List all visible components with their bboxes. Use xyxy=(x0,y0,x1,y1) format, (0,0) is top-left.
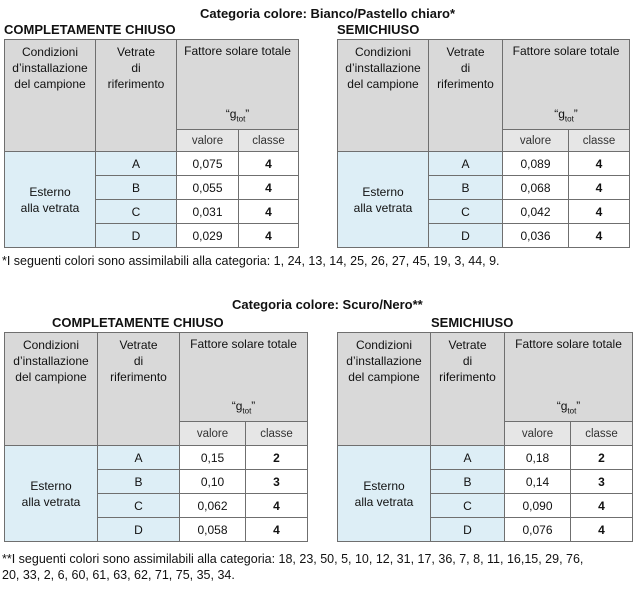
esterno-line: Esterno xyxy=(29,184,71,199)
vetrata-cell: D xyxy=(429,224,503,248)
header-row xyxy=(338,40,630,130)
valore-cell: 0,068 xyxy=(503,176,569,200)
table-title: COMPLETAMENTE CHIUSO xyxy=(4,22,176,37)
header-condizioni-line: del campione xyxy=(15,370,87,384)
gtot-symbol xyxy=(177,107,298,123)
vetrata-cell: A xyxy=(98,446,180,470)
gtot-quote: ” xyxy=(576,398,581,413)
header-valore: valore xyxy=(180,422,246,446)
header-vetrate-line: Vetrate xyxy=(119,338,158,352)
valore-cell: 0,058 xyxy=(180,518,246,542)
esterno-line: alla vetrata xyxy=(20,200,80,215)
header-vetrate-line: Vetrate xyxy=(116,45,156,59)
header-fattore xyxy=(505,333,633,422)
classe-cell: 4 xyxy=(246,494,308,518)
classe-cell: 4 xyxy=(571,494,633,518)
classe-cell: 4 xyxy=(239,200,299,224)
classe-cell: 4 xyxy=(246,518,308,542)
esterno-line: Esterno xyxy=(30,478,72,493)
valore-cell: 0,062 xyxy=(180,494,246,518)
valore-cell: 0,036 xyxy=(503,224,569,248)
header-vetrate-line: riferimento xyxy=(437,77,494,91)
header-vetrate-line: di xyxy=(462,354,473,368)
valore-cell: 0,14 xyxy=(505,470,571,494)
header-vetrate-line: di xyxy=(131,61,141,75)
header-condizioni-line: d’installazione xyxy=(13,354,89,368)
classe-cell: 4 xyxy=(569,224,630,248)
header-vetrate xyxy=(429,40,503,152)
gtot-quote: ” xyxy=(245,106,250,121)
vetrata-cell: D xyxy=(96,224,177,248)
esterno-line: alla vetrata xyxy=(353,200,413,215)
esterno-cell xyxy=(338,152,429,248)
vetrata-cell: B xyxy=(96,176,177,200)
header-fattore-label: Fattore solare totale xyxy=(184,44,291,58)
category-title-light: Categoria colore: Bianco/Pastello chiaro* xyxy=(200,6,456,21)
vetrata-cell: C xyxy=(429,200,503,224)
valore-cell: 0,055 xyxy=(177,176,239,200)
vetrata-cell: A xyxy=(431,446,505,470)
valore-cell: 0,15 xyxy=(180,446,246,470)
classe-cell: 2 xyxy=(246,446,308,470)
vetrata-cell: A xyxy=(96,152,177,176)
table-title: COMPLETAMENTE CHIUSO xyxy=(52,315,224,330)
category-title-dark: Categoria colore: Scuro/Nero** xyxy=(232,297,423,312)
data-table xyxy=(4,332,308,542)
gtot-letter: “g xyxy=(554,106,565,121)
header-condizioni xyxy=(338,333,431,446)
table-title: SEMICHIUSO xyxy=(337,22,420,37)
note-dark xyxy=(2,551,642,583)
header-valore: valore xyxy=(503,130,569,152)
header-condizioni xyxy=(5,40,96,152)
header-vetrate xyxy=(431,333,505,446)
valore-cell: 0,076 xyxy=(505,518,571,542)
header-condizioni-line: d’installazione xyxy=(12,61,88,75)
gtot-symbol xyxy=(505,399,632,415)
header-fattore-label: Fattore solare totale xyxy=(190,337,297,351)
table-row xyxy=(338,152,630,176)
header-row xyxy=(5,333,308,422)
classe-cell: 2 xyxy=(571,446,633,470)
valore-cell: 0,089 xyxy=(503,152,569,176)
valore-cell: 0,10 xyxy=(180,470,246,494)
header-condizioni-line: del campione xyxy=(348,370,420,384)
data-table xyxy=(4,39,299,248)
esterno-line: alla vetrata xyxy=(354,494,414,509)
header-fattore-label: Fattore solare totale xyxy=(512,44,620,58)
esterno-line: Esterno xyxy=(362,184,404,199)
header-vetrate-line: Vetrate xyxy=(446,45,485,59)
esterno-cell xyxy=(5,152,96,248)
header-condizioni-line: Condizioni xyxy=(354,45,412,59)
gtot-letter: “g xyxy=(231,398,243,413)
valore-cell: 0,042 xyxy=(503,200,569,224)
gtot-letter: “g xyxy=(225,106,237,121)
vetrata-cell: C xyxy=(96,200,177,224)
header-vetrate-line: riferimento xyxy=(439,370,496,384)
header-condizioni-line: Condizioni xyxy=(22,338,80,352)
gtot-subscript: tot xyxy=(236,114,246,123)
header-condizioni-line: del campione xyxy=(347,77,419,91)
esterno-line: Esterno xyxy=(363,478,405,493)
gtot-letter: “g xyxy=(556,398,568,413)
valore-cell: 0,18 xyxy=(505,446,571,470)
header-classe: classe xyxy=(571,422,633,446)
vetrata-cell: B xyxy=(431,470,505,494)
vetrata-cell: D xyxy=(98,518,180,542)
header-condizioni-line: d’installazione xyxy=(346,354,422,368)
classe-cell: 4 xyxy=(569,152,630,176)
classe-cell: 4 xyxy=(239,152,299,176)
vetrata-cell: B xyxy=(98,470,180,494)
gtot-quote: ” xyxy=(251,398,256,413)
classe-cell: 4 xyxy=(569,200,630,224)
esterno-line: alla vetrata xyxy=(21,494,81,509)
gtot-quote: ” xyxy=(573,106,578,121)
header-fattore-label: Fattore solare totale xyxy=(515,337,622,351)
header-vetrate-line: di xyxy=(460,61,471,75)
classe-cell: 4 xyxy=(569,176,630,200)
header-vetrate-line: di xyxy=(133,354,144,368)
header-fattore xyxy=(503,40,630,130)
header-condizioni-line: Condizioni xyxy=(355,338,413,352)
valore-cell: 0,090 xyxy=(505,494,571,518)
header-classe: classe xyxy=(569,130,630,152)
table-row xyxy=(338,446,633,470)
vetrata-cell: C xyxy=(98,494,180,518)
header-vetrate-line: Vetrate xyxy=(448,338,487,352)
header-fattore xyxy=(177,40,299,130)
header-valore: valore xyxy=(505,422,571,446)
header-vetrate-line: riferimento xyxy=(107,77,165,91)
header-vetrate xyxy=(98,333,180,446)
classe-cell: 3 xyxy=(571,470,633,494)
valore-cell: 0,031 xyxy=(177,200,239,224)
table-row xyxy=(5,446,308,470)
esterno-cell xyxy=(338,446,431,542)
valore-cell: 0,075 xyxy=(177,152,239,176)
data-table xyxy=(337,332,633,542)
header-condizioni-line: del campione xyxy=(14,77,86,91)
vetrata-cell: D xyxy=(431,518,505,542)
valore-cell: 0,029 xyxy=(177,224,239,248)
header-row xyxy=(5,40,299,130)
gtot-subscript: tot xyxy=(567,406,577,415)
data-table xyxy=(337,39,630,248)
header-fattore xyxy=(180,333,308,422)
header-condizioni-line: d’installazione xyxy=(345,61,421,75)
vetrata-cell: B xyxy=(429,176,503,200)
note-light: *I seguenti colori sono assimilabili alla categoria: 1, 24, 13, 14, 25, 26, 27, 45, 19, 3, 44, 9. xyxy=(2,254,500,268)
header-vetrate-line: riferimento xyxy=(110,370,167,384)
header-condizioni xyxy=(338,40,429,152)
classe-cell: 4 xyxy=(239,224,299,248)
esterno-cell xyxy=(5,446,98,542)
table-row xyxy=(5,152,299,176)
table-title: SEMICHIUSO xyxy=(431,315,514,330)
note-line: 20, 33, 2, 6, 60, 61, 63, 62, 71, 75, 35, 34. xyxy=(2,568,235,582)
header-condizioni xyxy=(5,333,98,446)
gtot-symbol xyxy=(503,107,629,123)
header-condizioni-line: Condizioni xyxy=(21,45,79,59)
vetrata-cell: A xyxy=(429,152,503,176)
vetrata-cell: C xyxy=(431,494,505,518)
note-line: **I seguenti colori sono assimilabili alla categoria: 18, 23, 50, 5, 10, 12, 31, 17, 36, 7, 8, 11, 16,15, 29, 76, xyxy=(2,552,584,566)
gtot-subscript: tot xyxy=(242,406,252,415)
gtot-subscript: tot xyxy=(564,114,574,123)
header-vetrate xyxy=(96,40,177,152)
classe-cell: 3 xyxy=(246,470,308,494)
classe-cell: 4 xyxy=(571,518,633,542)
gtot-symbol xyxy=(180,399,307,415)
classe-cell: 4 xyxy=(239,176,299,200)
header-classe: classe xyxy=(246,422,308,446)
header-classe: classe xyxy=(239,130,299,152)
header-row xyxy=(338,333,633,422)
header-valore: valore xyxy=(177,130,239,152)
